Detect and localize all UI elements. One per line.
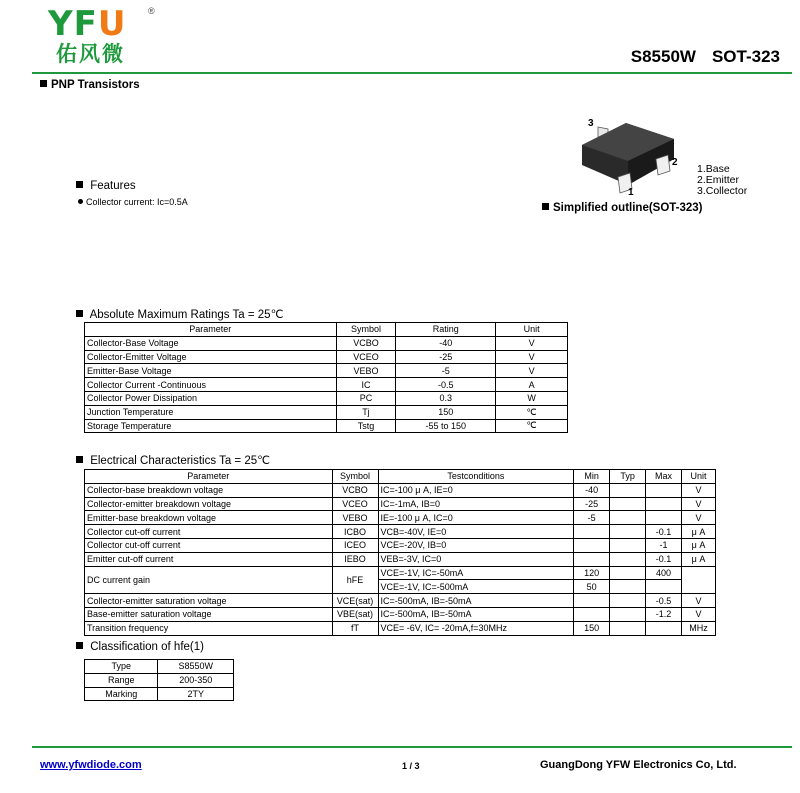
header-cell: Rating — [396, 323, 496, 337]
param-cell: DC current gain — [85, 566, 333, 594]
min-cell: 150 — [574, 621, 610, 635]
class-value-cell: 2TY — [158, 687, 234, 701]
class-value-cell: 200-350 — [158, 673, 234, 687]
rating-cell: 0.3 — [396, 391, 496, 405]
table-row — [85, 483, 716, 497]
max-cell — [646, 483, 682, 497]
condition-cell: IE=-100 μ A, IC=0 — [378, 511, 574, 525]
max-cell — [646, 497, 682, 511]
unit-cell: V — [496, 336, 568, 350]
param-cell: Junction Temperature — [85, 405, 337, 419]
elec-table — [84, 469, 716, 636]
table-row — [85, 552, 716, 566]
header-cell: Unit — [682, 470, 716, 484]
page-title — [631, 47, 780, 67]
unit-cell: V — [682, 594, 716, 608]
symbol-cell: Tj — [336, 405, 396, 419]
rating-cell: -25 — [396, 350, 496, 364]
rating-cell: -40 — [396, 336, 496, 350]
condition-cell: IC=-500mA, IB=-50mA — [378, 607, 574, 621]
unit-cell: ℃ — [496, 419, 568, 433]
header-cell: Parameter — [85, 323, 337, 337]
pin-number-1: 1 — [628, 187, 634, 198]
symbol-cell: PC — [336, 391, 396, 405]
symbol-cell: ICEO — [332, 538, 378, 552]
table-row — [85, 687, 234, 701]
package-name: SOT-323 — [711, 47, 780, 66]
condition-cell: VCE=-1V, IC=-500mA — [378, 580, 574, 594]
registered-mark: ® — [148, 6, 155, 16]
table-header-row — [85, 323, 568, 337]
typ-cell — [610, 525, 646, 539]
min-cell — [574, 607, 610, 621]
outline-caption — [542, 202, 703, 214]
class-label-cell: Range — [85, 673, 158, 687]
header-cell: Symbol — [336, 323, 396, 337]
max-cell: -0.5 — [646, 594, 682, 608]
unit-cell: μ A — [682, 538, 716, 552]
typ-cell — [610, 538, 646, 552]
table-row — [85, 419, 568, 433]
max-cell: -1.2 — [646, 607, 682, 621]
min-cell: 120 — [574, 566, 610, 580]
symbol-cell: fT — [332, 621, 378, 635]
brand-logo — [48, 6, 126, 42]
unit-cell: V — [682, 607, 716, 621]
table-row — [85, 660, 234, 674]
rating-cell: -5 — [396, 364, 496, 378]
min-cell — [574, 552, 610, 566]
pin-list-item: 3.Collector — [697, 185, 748, 197]
table-row — [85, 621, 716, 635]
round-bullet-icon — [78, 199, 83, 204]
table-row — [85, 364, 568, 378]
table-header-row — [85, 470, 716, 484]
logo-cjk-text: 佑风微 — [56, 42, 125, 66]
symbol-cell: IC — [336, 378, 396, 392]
table-row — [85, 405, 568, 419]
table-row — [85, 336, 568, 350]
logo-brand-prefix: YF — [48, 4, 98, 44]
abs-max-title: Absolute Maximum Ratings Ta = 25℃ — [89, 309, 284, 321]
min-cell: -5 — [574, 511, 610, 525]
features-title: Features — [90, 180, 136, 192]
table-row — [85, 607, 716, 621]
symbol-cell: Tstg — [336, 419, 396, 433]
pin-list — [697, 164, 747, 197]
condition-cell: IC=-500mA, IB=-50mA — [378, 594, 574, 608]
min-cell — [574, 525, 610, 539]
condition-cell: IC=-100 μ A, IE=0 — [378, 483, 574, 497]
symbol-cell: hFE — [332, 566, 378, 594]
category-label: PNP Transistors — [51, 79, 140, 91]
abs-max-table — [84, 322, 568, 433]
pin-list-item: 2.Emitter — [697, 174, 740, 186]
max-cell: 400 — [646, 566, 682, 580]
typ-cell — [610, 594, 646, 608]
header-cell: Unit — [496, 323, 568, 337]
square-bullet-icon — [40, 80, 47, 87]
header-cell: Max — [646, 470, 682, 484]
square-bullet-icon — [76, 310, 83, 317]
typ-cell — [610, 621, 646, 635]
unit-cell: V — [682, 511, 716, 525]
typ-cell — [610, 580, 646, 594]
param-cell: Collector Power Dissipation — [85, 391, 337, 405]
feature-item-text: Collector current: Ic=0.5A — [86, 197, 188, 207]
pin-list-item: 1.Base — [697, 163, 730, 175]
param-cell: Collector cut-off current — [85, 538, 333, 552]
header-cell: Testconditions — [378, 470, 574, 484]
classification-table — [84, 659, 234, 701]
abs-max-heading — [76, 307, 283, 321]
header-cell: Typ — [610, 470, 646, 484]
param-cell: Collector-Base Voltage — [85, 336, 337, 350]
unit-cell: V — [682, 497, 716, 511]
square-bullet-icon — [76, 181, 83, 188]
category-heading — [40, 79, 140, 91]
table-row — [85, 511, 716, 525]
header-cell: Min — [574, 470, 610, 484]
footer-divider — [32, 746, 792, 748]
logo-brand-u: U — [97, 4, 127, 44]
param-cell: Emitter-Base Voltage — [85, 364, 337, 378]
max-cell — [646, 580, 682, 594]
condition-cell: VCE= -6V, IC= -20mA,f=30MHz — [378, 621, 574, 635]
max-cell: -0.1 — [646, 552, 682, 566]
symbol-cell: VBE(sat) — [332, 607, 378, 621]
square-bullet-icon — [76, 642, 83, 649]
footer-company: GuangDong YFW Electronics Co, Ltd. — [540, 759, 737, 771]
pin-number-3: 3 — [588, 118, 594, 129]
unit-cell: ℃ — [496, 405, 568, 419]
table-row — [85, 391, 568, 405]
symbol-cell: IEBO — [332, 552, 378, 566]
condition-cell: VCE=-20V, IB=0 — [378, 538, 574, 552]
symbol-cell: VCE(sat) — [332, 594, 378, 608]
param-cell: Storage Temperature — [85, 419, 337, 433]
page-number: 1 / 3 — [402, 761, 420, 771]
param-cell: Base-emitter saturation voltage — [85, 607, 333, 621]
table-row — [85, 525, 716, 539]
classification-title: Classification of hfe(1) — [90, 641, 204, 653]
rating-cell: -55 to 150 — [396, 419, 496, 433]
min-cell: -25 — [574, 497, 610, 511]
condition-cell: VEB=-3V, IC=0 — [378, 552, 574, 566]
class-label-cell: Marking — [85, 687, 158, 701]
table-row — [85, 378, 568, 392]
min-cell — [574, 538, 610, 552]
symbol-cell: VCEO — [332, 497, 378, 511]
min-cell: -40 — [574, 483, 610, 497]
param-cell: Transition frequency — [85, 621, 333, 635]
unit-cell: MHz — [682, 621, 716, 635]
param-cell: Collector-Emitter Voltage — [85, 350, 337, 364]
typ-cell — [610, 566, 646, 580]
symbol-cell: VCEO — [336, 350, 396, 364]
max-cell — [646, 621, 682, 635]
feature-item — [78, 197, 188, 207]
elec-heading — [76, 453, 270, 467]
rating-cell: -0.5 — [396, 378, 496, 392]
max-cell: -1 — [646, 538, 682, 552]
table-row — [85, 350, 568, 364]
min-cell: 50 — [574, 580, 610, 594]
typ-cell — [610, 607, 646, 621]
symbol-cell: VCBO — [332, 483, 378, 497]
part-number: S8550W — [630, 47, 696, 66]
typ-cell — [610, 552, 646, 566]
header-divider — [32, 72, 792, 74]
symbol-cell: ICBO — [332, 525, 378, 539]
param-cell: Collector-base breakdown voltage — [85, 483, 333, 497]
param-cell: Collector Current -Continuous — [85, 378, 337, 392]
symbol-cell: VEBO — [332, 511, 378, 525]
symbol-cell: VEBO — [336, 364, 396, 378]
class-value-cell: S8550W — [158, 660, 234, 674]
condition-cell: VCB=-40V, IE=0 — [378, 525, 574, 539]
max-cell: -0.1 — [646, 525, 682, 539]
typ-cell — [610, 497, 646, 511]
square-bullet-icon — [542, 203, 549, 210]
unit-cell — [682, 566, 716, 594]
header-cell: Parameter — [85, 470, 333, 484]
param-cell: Collector cut-off current — [85, 525, 333, 539]
classification-heading — [76, 641, 204, 653]
condition-cell: VCE=-1V, IC=-50mA — [378, 566, 574, 580]
unit-cell: μ A — [682, 552, 716, 566]
typ-cell — [610, 511, 646, 525]
symbol-cell: VCBO — [336, 336, 396, 350]
table-row — [85, 566, 716, 580]
table-row — [85, 497, 716, 511]
condition-cell: IC=-1mA, IB=0 — [378, 497, 574, 511]
param-cell: Collector-emitter breakdown voltage — [85, 497, 333, 511]
class-label-cell: Type — [85, 660, 158, 674]
unit-cell: W — [496, 391, 568, 405]
unit-cell: V — [496, 364, 568, 378]
table-row — [85, 673, 234, 687]
unit-cell: A — [496, 378, 568, 392]
unit-cell: V — [496, 350, 568, 364]
param-cell: Emitter-base breakdown voltage — [85, 511, 333, 525]
unit-cell: μ A — [682, 525, 716, 539]
elec-title: Electrical Characteristics Ta = 25℃ — [90, 455, 271, 467]
outline-caption-text: Simplified outline(SOT-323) — [553, 202, 703, 214]
param-cell: Collector-emitter saturation voltage — [85, 594, 333, 608]
table-row — [85, 538, 716, 552]
footer-website — [40, 759, 142, 771]
features-heading — [76, 180, 136, 192]
max-cell — [646, 511, 682, 525]
table-row — [85, 594, 716, 608]
header-cell: Symbol — [332, 470, 378, 484]
website-link[interactable]: www.yfwdiode.com — [40, 759, 142, 771]
min-cell — [574, 594, 610, 608]
typ-cell — [610, 483, 646, 497]
pin-number-2: 2 — [672, 157, 678, 168]
rating-cell: 150 — [396, 405, 496, 419]
square-bullet-icon — [76, 456, 83, 463]
unit-cell: V — [682, 483, 716, 497]
param-cell: Emitter cut-off current — [85, 552, 333, 566]
